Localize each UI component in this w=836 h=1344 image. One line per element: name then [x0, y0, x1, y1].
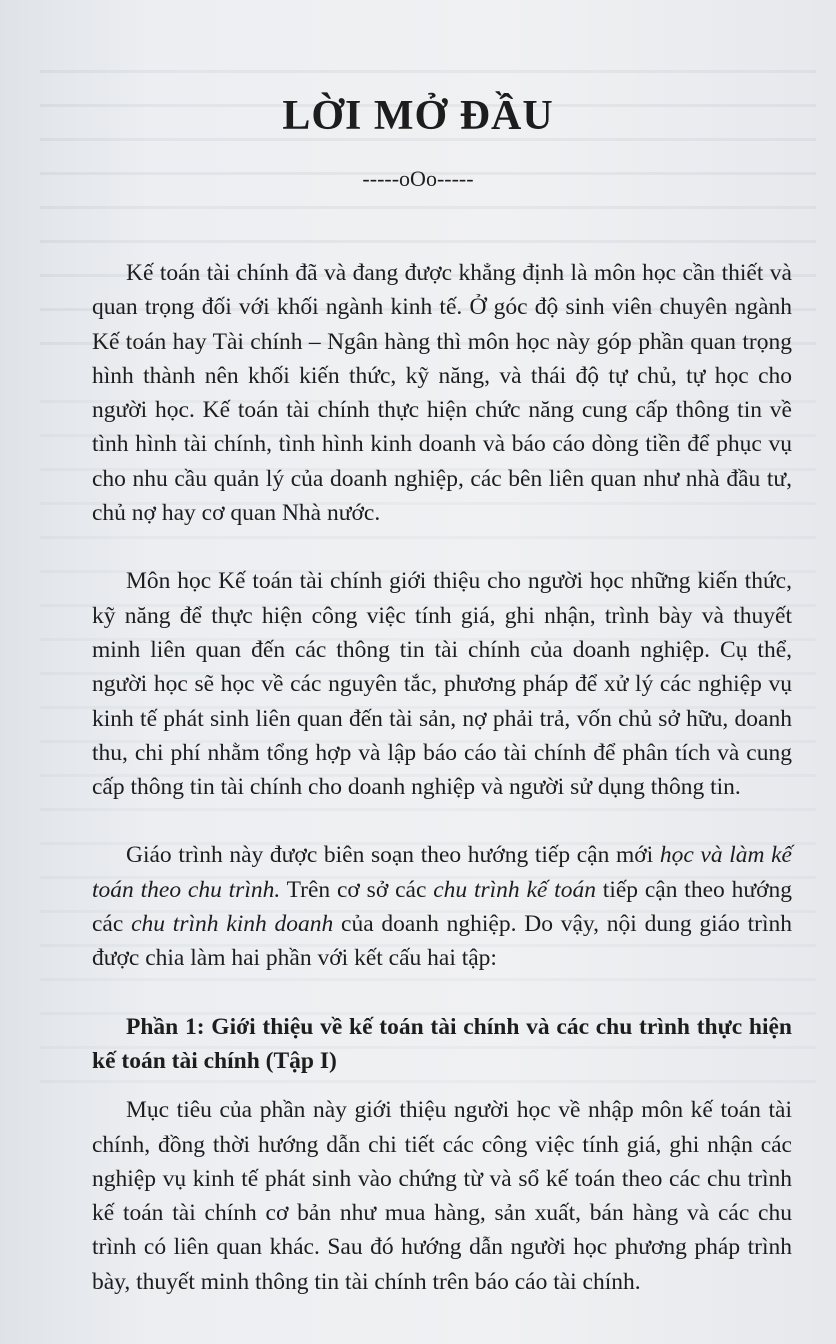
paragraph-3-italic-3: chu trình kinh doanh	[131, 911, 334, 938]
preface-body	[92, 256, 792, 1333]
title-divider: -----oOo-----	[362, 166, 474, 191]
paragraph-3-italic-2: chu trình kế toán	[433, 876, 596, 903]
section-heading-part-1: Phần 1: Giới thiệu về kế toán tài chính và các chu trình thực hiện kế toán tài chính (Tập I)	[92, 1013, 792, 1074]
paragraph-2: Môn học Kế toán tài chính giới thiệu cho người học những kiến thức, kỹ năng để thực hiện công việc tính giá, ghi nhận, trình bày và thuyết minh liên quan đến các thông tin tài chính của doanh nghiệp. Cụ thể, người học sẽ học về các nguyên tắc, phương pháp để xử lý các nghiệp vụ kinh tế phát sinh liên quan đến tài sản, nợ phải trả, vốn chủ sở hữu, doanh thu, chi phí nhằm tổng hợp và lập báo cáo tài chính để phân tích và cung cấp thông tin tài chính cho doanh nghiệp và người sử dụng thông tin.	[92, 568, 792, 801]
paragraph-3-text-3: tiếp cận theo hướng các	[92, 876, 792, 938]
paragraph-3-text-1: Giáo trình này được biên soạn theo hướng tiếp cận mới	[126, 842, 660, 869]
paragraph-3-text-2: Trên cơ sở các	[280, 876, 434, 903]
paragraph-3-text-4: của doanh nghiệp. Do vậy, nội dung giáo trình được chia làm hai phần với kết cấu hai tập:	[92, 911, 793, 972]
page-title: LỜI MỞ ĐẦU	[282, 93, 554, 139]
paragraph-4: Mục tiêu của phần này giới thiệu người học về nhập môn kế toán tài chính, đồng thời hướng dẫn chi tiết các công việc tính giá, ghi nhận các nghiệp vụ kinh tế phát sinh vào chứng từ và sổ kế toán theo các chu trình kế toán tài chính cơ bản như mua hàng, sản xuất, bán hàng và các chu trình có liên quan khác. Sau đó hướng dẫn người học phương pháp trình bày, thuyết minh thông tin tài chính trên báo cáo tài chính.	[92, 1097, 792, 1295]
paragraph-1: Kế toán tài chính đã và đang được khẳng định là môn học cần thiết và quan trọng đối với khối ngành kinh tế. Ở góc độ sinh viên chuyên ngành Kế toán hay Tài chính – Ngân hàng thì môn học này góp phần quan trọng hình thành nên khối kiến thức, kỹ năng, và thái độ tự chủ, tự học cho người học. Kế toán tài chính thực hiện chức năng cung cấp thông tin về tình hình tài chính, tình hình kinh doanh và báo cáo dòng tiền để phục vụ cho nhu cầu quản lý của doanh nghiệp, các bên liên quan như nhà đầu tư, chủ nợ hay cơ quan Nhà nước.	[92, 260, 792, 527]
paragraph-3-italic-1: học và làm kế toán theo chu trình.	[92, 842, 792, 903]
paragraph-3	[92, 838, 792, 975]
